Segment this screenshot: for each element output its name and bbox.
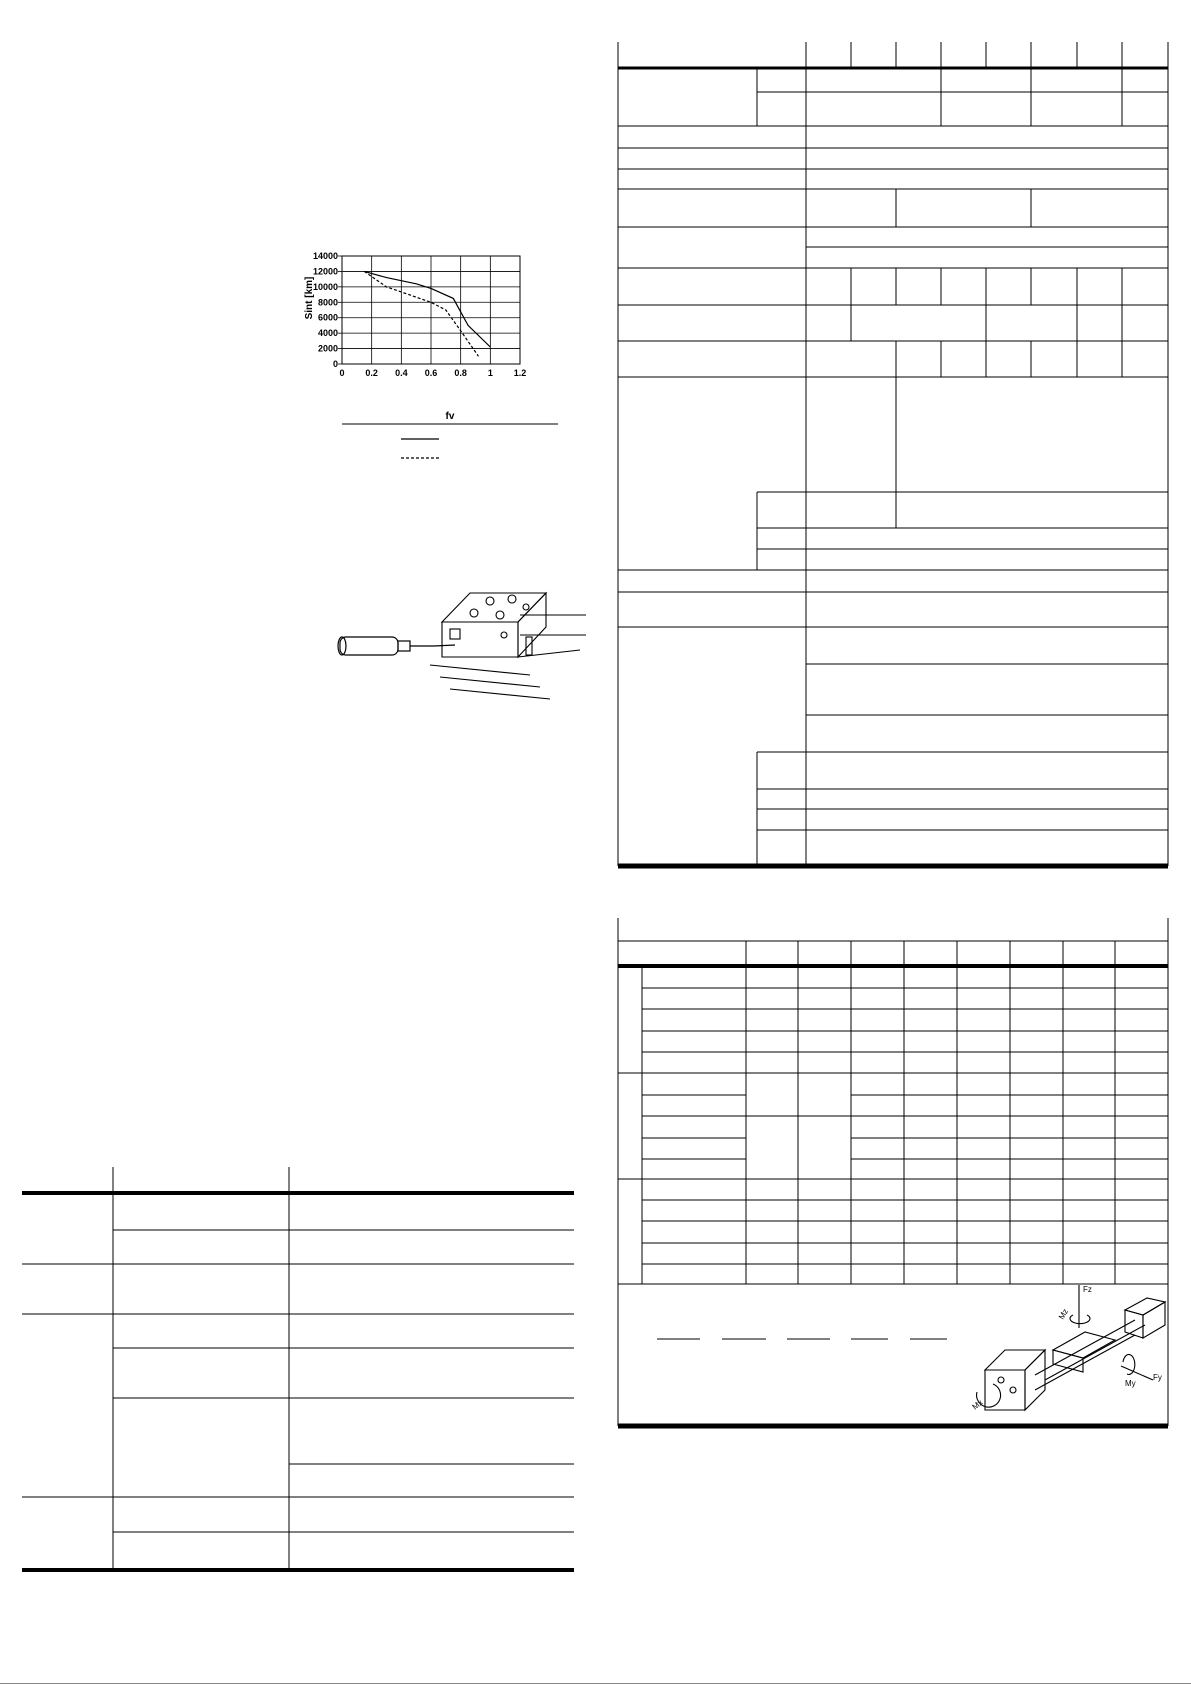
x-tick-label: 1.2 [513,368,527,378]
fz-axis-symbol: Fz [1083,1285,1092,1294]
x-axis-label: fv [445,411,455,422]
y-tick-label: 4000 [317,328,338,339]
y-tick-label: 0 [332,359,338,369]
x-tick-label: 0.6 [424,368,438,378]
x-tick-label: 1 [487,368,493,378]
mz-axis-symbol: Mz [1056,1307,1071,1321]
y-tick-label: 8000 [317,297,338,308]
y-tick-label: 10000 [312,281,338,292]
x-tick-label: 0.4 [395,368,408,378]
y-tick-label: 6000 [317,312,338,323]
y-tick-label: 14000 [312,251,338,261]
fy-axis-symbol: Fy [1153,1373,1162,1382]
axis-moments-icon [970,1280,1170,1420]
x-tick-label: 0.8 [454,368,467,378]
y-axis-label: Sint [km] [304,276,315,320]
x-tick-label: 0.2 [365,368,378,378]
mx-axis-symbol: Mx [970,1397,985,1412]
y-tick-label: 2000 [317,343,338,354]
x-tick-label: 0 [339,368,345,378]
my-axis-symbol: My [1125,1379,1136,1388]
page-bottom-rule [0,1683,1191,1684]
y-tick-label: 12000 [312,266,338,277]
